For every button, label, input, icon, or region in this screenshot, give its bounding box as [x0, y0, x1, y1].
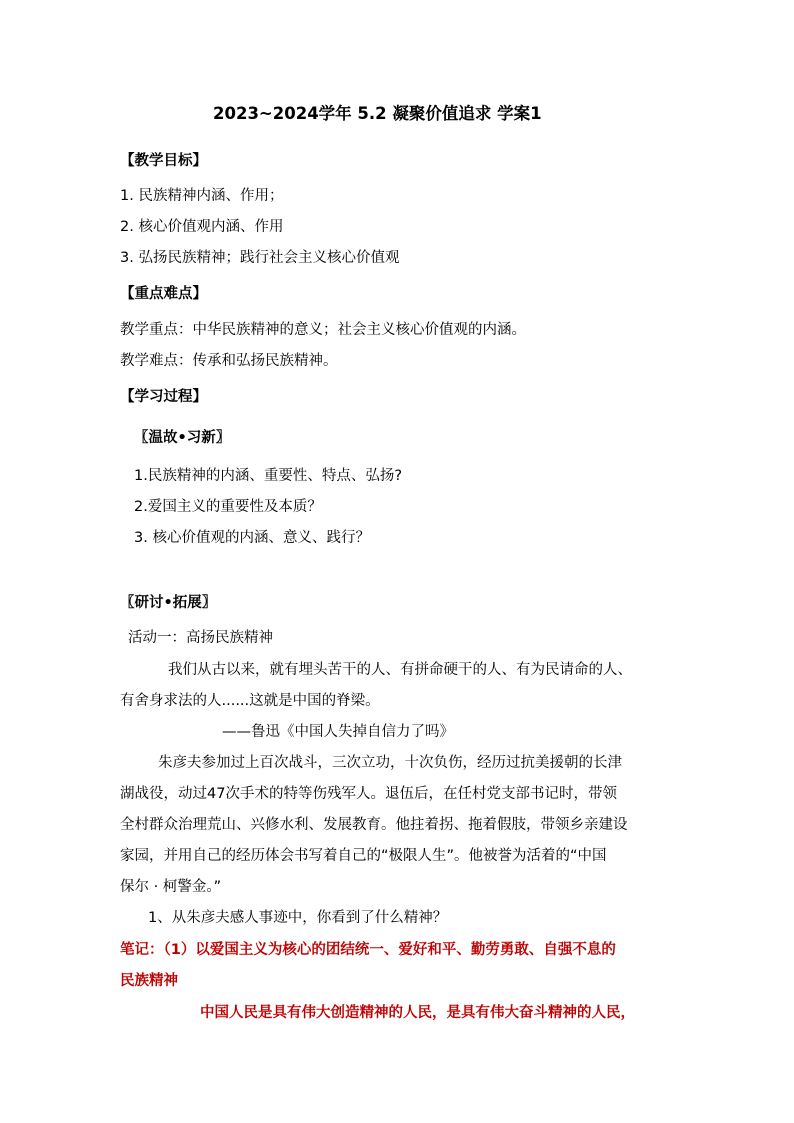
explore-heading: 〖研讨•拓展〗: [120, 595, 217, 611]
goal-item: 1. 民族精神内涵、作用；: [120, 188, 284, 204]
quote-source: ——鲁迅《中国人失掉自信力了吗》: [222, 724, 454, 740]
story-line: 家园，并用自己的经历体会书写着自己的“极限人生”。他被誉为活着的“中国: [120, 848, 607, 864]
note-line: 中国人民是具有伟大创造精神的人民，是具有伟大奋斗精神的人民，: [200, 1005, 635, 1021]
review-question: 2.爱国主义的重要性及本质？: [134, 499, 322, 515]
note-line: 民族精神: [120, 973, 178, 989]
review-heading: 〖温故•习新〗: [134, 430, 231, 446]
process-heading: 【学习过程】: [120, 389, 207, 405]
quote-line: 我们从古以来，就有埋头苦干的人、有拼命硬干的人、有为民请命的人、: [168, 662, 632, 678]
key-points-heading: 【重点难点】: [120, 286, 207, 302]
review-question: 1.民族精神的内涵、重要性、特点、弘扬?: [134, 468, 403, 484]
page-title: 2023~2024学年 5.2 凝聚价值追求 学案1: [213, 104, 542, 123]
story-line: 全村群众治理荒山、兴修水利、发展教育。他拄着拐、拖着假肢，带领乡亲建设: [120, 817, 628, 833]
quote-line: 有舍身求法的人......这就是中国的脊梁。: [120, 693, 380, 709]
question-1: 1、从朱彦夫感人事迹中，你看到了什么精神？: [148, 910, 448, 926]
story-line: 朱彦夫参加过上百次战斗，三次立功，十次负伤，经历过抗美援朝的长津: [158, 755, 622, 771]
teaching-focus: 教学重点：中华民族精神的意义；社会主义核心价值观的内涵。: [120, 322, 526, 338]
teaching-difficulty: 教学难点：传承和弘扬民族精神。: [120, 353, 338, 369]
note-line: 笔记：（1）以爱国主义为核心的团结统一、爱好和平、勤劳勇敢、自强不息的: [120, 942, 616, 958]
review-question: 3. 核心价值观的内涵、意义、践行？: [134, 530, 370, 546]
goal-item: 2. 核心价值观内涵、作用: [120, 219, 284, 235]
story-line: 湖战役，动过47次手术的特等伤残军人。退伍后，在任村党支部书记时，带领: [120, 786, 617, 802]
goals-heading: 【教学目标】: [120, 153, 207, 169]
goal-item: 3. 弘扬民族精神；践行社会主义核心价值观: [120, 250, 400, 266]
story-line: 保尔 · 柯警金。”: [120, 879, 222, 895]
activity-title: 活动一：高扬民族精神: [128, 630, 273, 646]
